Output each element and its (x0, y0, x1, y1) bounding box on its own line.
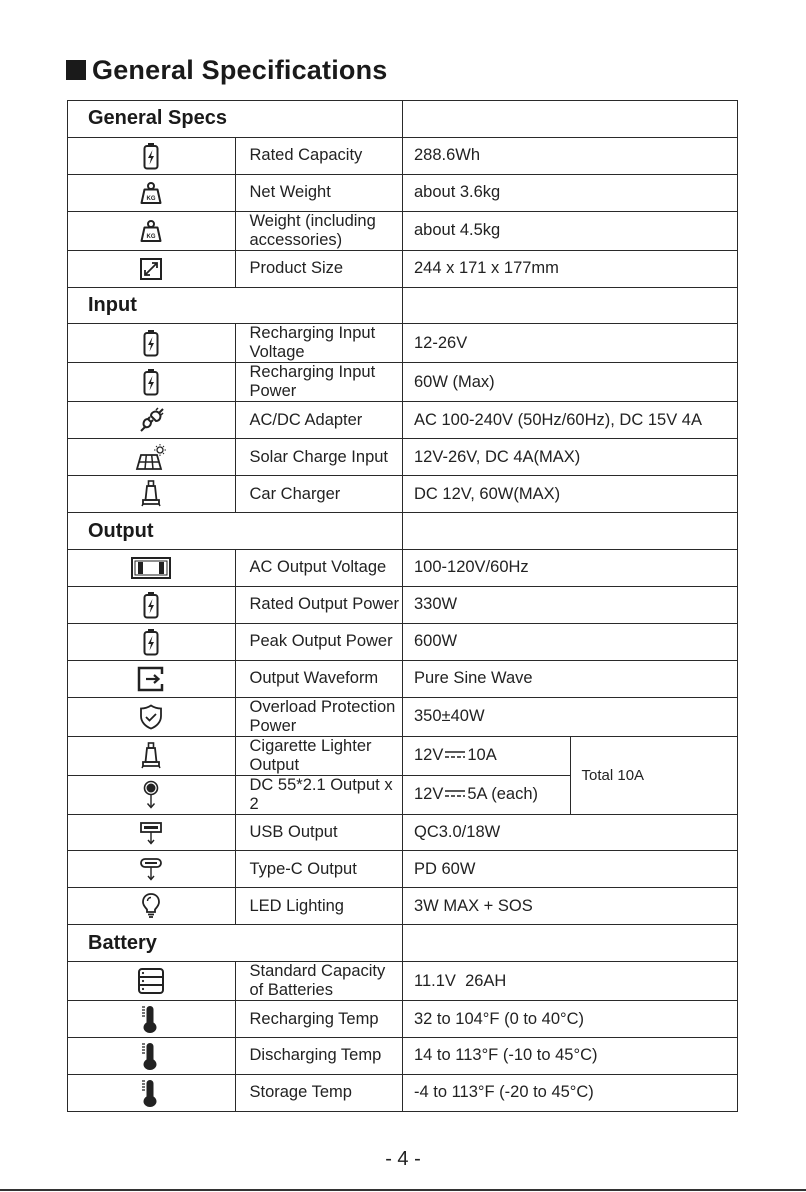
spec-label: Peak Output Power (235, 623, 403, 660)
spec-row (68, 476, 738, 513)
spec-row (68, 439, 738, 476)
icon-cell (68, 775, 236, 814)
spec-label: Output Waveform (235, 660, 403, 697)
spec-label: Recharging Temp (235, 1001, 403, 1038)
icon-cell (68, 962, 236, 1001)
spec-label: Weight (including accessories) (235, 211, 403, 250)
section-row-output (68, 513, 738, 550)
battery-stack-icon (137, 967, 165, 995)
cig-output-value: 12V 10A (403, 736, 571, 775)
spec-label: Rated Capacity (235, 137, 403, 174)
spec-label: Net Weight (235, 174, 403, 211)
spec-label: Storage Temp (235, 1074, 403, 1111)
plug-icon (137, 407, 165, 433)
spec-value: 600W (403, 623, 738, 660)
spec-label: Recharging Input Voltage (235, 324, 403, 363)
spec-row (68, 1001, 738, 1038)
battery-bolt-icon (143, 368, 159, 396)
spec-row (68, 888, 738, 925)
spec-value: 11.1V 26AH (403, 962, 738, 1001)
spec-label: USB Output (235, 814, 403, 851)
dc-port-icon (142, 780, 160, 810)
icon-cell (68, 586, 236, 623)
icon-cell (68, 814, 236, 851)
icon-cell (68, 363, 236, 402)
spec-label: Product Size (235, 250, 403, 287)
section-row-input (68, 287, 738, 324)
icon-cell (68, 550, 236, 587)
icon-cell (68, 851, 236, 888)
svg-text:KG: KG (146, 233, 156, 240)
spec-label: Car Charger (235, 476, 403, 513)
dc-symbol-icon (445, 750, 465, 759)
thermometer-icon (142, 1004, 160, 1034)
spec-value: 244 x 171 x 177mm (403, 250, 738, 287)
spec-value: 14 to 113°F (-10 to 45°C) (403, 1038, 738, 1075)
section-title-input: Input (68, 287, 403, 324)
bottom-divider (0, 1189, 806, 1191)
spec-row (68, 697, 738, 736)
section-row-battery (68, 925, 738, 962)
spec-label: LED Lighting (235, 888, 403, 925)
spec-row (68, 174, 738, 211)
spec-label: AC/DC Adapter (235, 402, 403, 439)
section-title-battery: Battery (68, 925, 403, 962)
spec-row (68, 1038, 738, 1075)
solar-panel-icon (134, 443, 168, 471)
heading-bullet-square (66, 60, 86, 80)
spec-value: Pure Sine Wave (403, 660, 738, 697)
spec-row (68, 324, 738, 363)
spec-row (68, 660, 738, 697)
icon-cell (68, 250, 236, 287)
total-current: Total 10A (570, 736, 738, 814)
icon-cell (68, 1074, 236, 1111)
spec-label: Cigarette Lighter Output (235, 736, 403, 775)
spec-label: Standard Capacity of Batteries (235, 962, 403, 1001)
spec-value: 3W MAX + SOS (403, 888, 738, 925)
spec-value: PD 60W (403, 851, 738, 888)
section-title-output: Output (68, 513, 403, 550)
spec-value: 288.6Wh (403, 137, 738, 174)
thermometer-icon (142, 1041, 160, 1071)
spec-row (68, 137, 738, 174)
spec-row (68, 402, 738, 439)
icon-cell (68, 476, 236, 513)
spec-label: Discharging Temp (235, 1038, 403, 1075)
spec-row (68, 363, 738, 402)
spec-value: -4 to 113°F (-20 to 45°C) (403, 1074, 738, 1111)
spec-row (68, 962, 738, 1001)
section-title-general: General Specs (68, 101, 403, 138)
icon-cell (68, 402, 236, 439)
spec-value: 12V-26V, DC 4A(MAX) (403, 439, 738, 476)
spec-value: DC 12V, 60W(MAX) (403, 476, 738, 513)
output-arrow-icon (136, 665, 166, 693)
spec-label: Overload Protection Power (235, 697, 403, 736)
icon-cell (68, 888, 236, 925)
page-number: - 4 - (385, 1148, 421, 1170)
icon-cell (68, 174, 236, 211)
icon-cell (68, 137, 236, 174)
battery-bolt-icon (143, 142, 159, 170)
car-charger-icon (141, 742, 161, 770)
spec-row (68, 736, 738, 775)
icon-cell (68, 736, 236, 775)
spec-table (67, 100, 738, 1112)
car-charger-icon (141, 480, 161, 508)
dc-output-value: 12V 5A (each) (403, 775, 571, 814)
icon-cell (68, 324, 236, 363)
battery-bolt-icon (143, 591, 159, 619)
spec-value: QC3.0/18W (403, 814, 738, 851)
spec-label: Rated Output Power (235, 586, 403, 623)
spec-value: about 4.5kg (403, 211, 738, 250)
spec-row (68, 814, 738, 851)
page-heading (66, 50, 388, 90)
spec-row (68, 550, 738, 587)
spec-value: 60W (Max) (403, 363, 738, 402)
spec-row (68, 1074, 738, 1111)
ac-outlet-icon (131, 557, 171, 579)
kg-weight-icon (140, 219, 162, 243)
spec-value: 12-26V (403, 324, 738, 363)
icon-cell (68, 211, 236, 250)
spec-row (68, 211, 738, 250)
spec-label: Solar Charge Input (235, 439, 403, 476)
svg-text:KG: KG (146, 195, 156, 202)
icon-cell (68, 623, 236, 660)
spec-value: 330W (403, 586, 738, 623)
resize-diagonal-icon (140, 258, 162, 280)
spec-row (68, 851, 738, 888)
section-row-general (68, 101, 738, 138)
dc-symbol-icon (445, 789, 465, 798)
spec-label: DC 55*2.1 Output x 2 (235, 775, 403, 814)
spec-row (68, 250, 738, 287)
spec-row (68, 586, 738, 623)
icon-cell (68, 697, 236, 736)
spec-value: 100-120V/60Hz (403, 550, 738, 587)
spec-value: AC 100-240V (50Hz/60Hz), DC 15V 4A (403, 402, 738, 439)
spec-value: 350±40W (403, 697, 738, 736)
kg-weight-icon (140, 181, 162, 205)
spec-value: 32 to 104°F (0 to 40°C) (403, 1001, 738, 1038)
page-title: General Specifications (92, 54, 388, 85)
usb-icon (139, 821, 163, 845)
thermometer-icon (142, 1078, 160, 1108)
spec-label: Type-C Output (235, 851, 403, 888)
spec-value: about 3.6kg (403, 174, 738, 211)
type-c-icon (139, 857, 163, 881)
icon-cell (68, 660, 236, 697)
icon-cell (68, 1001, 236, 1038)
shield-check-icon (139, 704, 163, 730)
spec-label: AC Output Voltage (235, 550, 403, 587)
icon-cell (68, 439, 236, 476)
icon-cell (68, 1038, 236, 1075)
battery-bolt-icon (143, 329, 159, 357)
spec-label: Recharging Input Power (235, 363, 403, 402)
spec-row (68, 623, 738, 660)
bulb-icon (141, 892, 161, 920)
battery-bolt-icon (143, 628, 159, 656)
